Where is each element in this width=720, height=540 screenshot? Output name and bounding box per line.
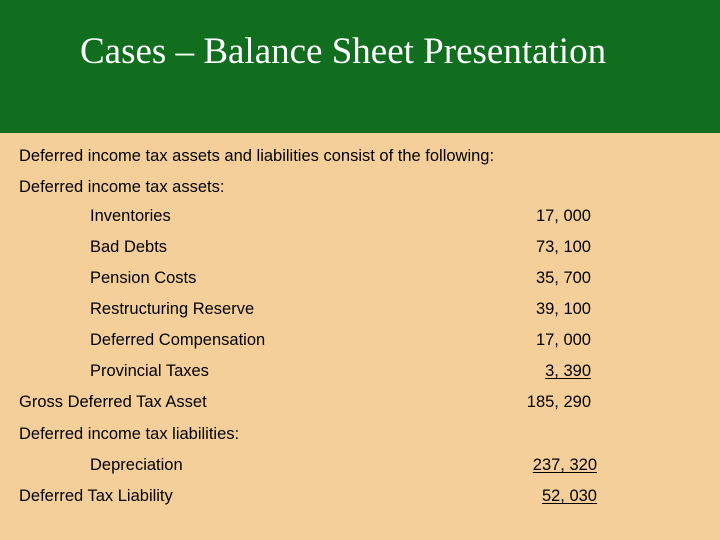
gross-asset-label: Gross Deferred Tax Asset [19,393,207,411]
gross-asset-value: 185, 290 [526,393,591,411]
asset-label-deferred-compensation: Deferred Compensation [90,331,266,349]
asset-label-provincial-taxes: Provincial Taxes [90,362,209,380]
asset-value-pension-costs: 35, 700 [535,269,591,287]
asset-label-pension-costs: Pension Costs [90,269,197,287]
asset-value-bad-debts: 73, 100 [535,238,591,256]
asset-label-restructuring-reserve: Restructuring Reserve [90,300,255,318]
liabilities-heading: Deferred income tax liabilities: [19,425,240,443]
asset-value-inventories: 17, 000 [535,207,591,225]
net-liability-label: Deferred Tax Liability [19,487,173,505]
liability-value-depreciation: 237, 320 [532,456,597,474]
asset-value-provincial-taxes: 3, 390 [545,362,591,380]
slide-title: Cases – Balance Sheet Presentation [80,31,607,72]
asset-value-deferred-compensation: 17, 000 [535,331,591,349]
assets-heading: Deferred income tax assets: [19,178,225,196]
asset-value-restructuring-reserve: 39, 100 [535,300,591,318]
asset-label-bad-debts: Bad Debts [90,238,168,256]
net-liability-value: 52, 030 [541,487,597,505]
liability-label-depreciation: Depreciation [90,456,183,474]
title-banner [0,0,720,133]
intro-text: Deferred income tax assets and liabilities consist of the following: [19,147,495,165]
asset-label-inventories: Inventories [90,207,171,225]
